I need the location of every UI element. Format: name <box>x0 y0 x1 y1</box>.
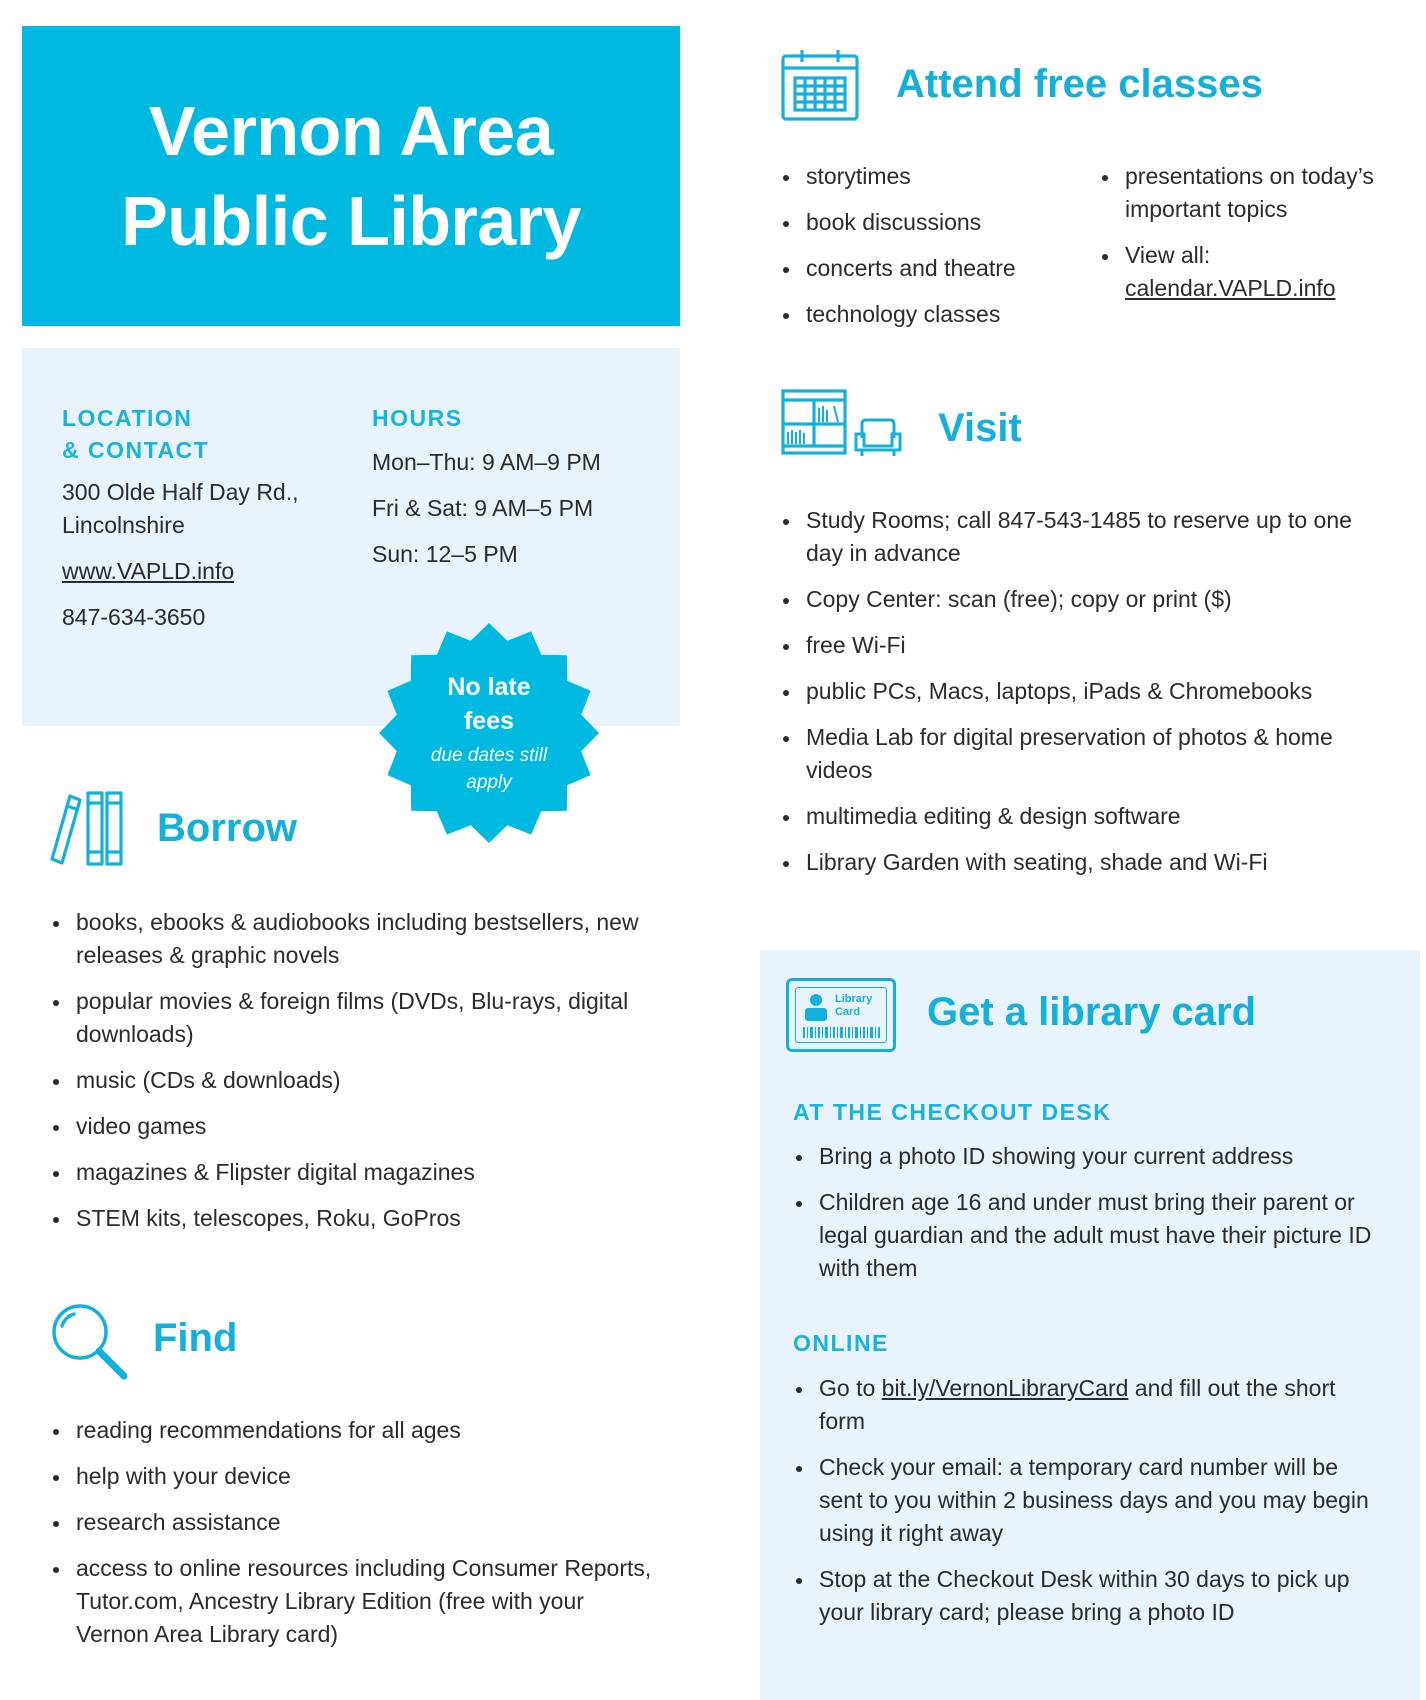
list-item: book discussions <box>780 206 1070 239</box>
list-item: help with your device <box>50 1460 660 1493</box>
list-item: video games <box>50 1110 680 1143</box>
title-line-1: Vernon Area <box>148 92 554 170</box>
classes-list-left <box>780 160 1070 344</box>
person-icon <box>803 993 829 1021</box>
list-item: Bring a photo ID showing your current address <box>793 1140 1383 1173</box>
card-heading: Get a library card <box>927 990 1257 1034</box>
text-span: and fill out the short form <box>819 1375 1336 1434</box>
signup-link[interactable]: bit.ly/VernonLibraryCard <box>881 1375 1129 1401</box>
borrow-heading: Borrow <box>157 806 297 850</box>
address-line-1: 300 Olde Half Day Rd., <box>62 479 299 505</box>
list-item: Library Garden with seating, shade and Wi-Fi <box>780 846 1390 879</box>
view-all-label: View all: <box>1125 242 1211 268</box>
website-link[interactable]: www.VAPLD.info <box>62 558 235 584</box>
list-item: free Wi-Fi <box>780 629 1390 662</box>
hours-line: Sun: 12–5 PM <box>372 541 518 567</box>
list-item: Check your email: a temporary card number will be sent to you within 2 business days and you may begin using it right away <box>793 1451 1383 1550</box>
calendar-icon <box>780 48 860 122</box>
list-item: storytimes <box>780 160 1070 193</box>
title-banner <box>22 26 680 326</box>
list-item: access to online resources including Consumer Reports, Tutor.com, Ancestry Library Edition (free with your Vernon Area Library card) <box>50 1552 660 1651</box>
title-line-2: Public Library <box>121 182 581 260</box>
address-line-2: Lincolnshire <box>62 512 185 538</box>
list-item: books, ebooks & audiobooks including bestsellers, new releases & graphic novels <box>50 906 680 972</box>
contact-label: & CONTACT <box>62 437 210 463</box>
hours-line: Mon–Thu: 9 AM–9 PM <box>372 449 601 475</box>
list-item: Copy Center: scan (free); copy or print ($) <box>780 583 1390 616</box>
classes-list-right <box>1099 160 1379 318</box>
text-span: Go to <box>819 1375 882 1401</box>
visit-heading: Visit <box>938 406 1022 450</box>
calendar-link[interactable]: calendar.VAPLD.info <box>1125 275 1336 301</box>
armchair-icon <box>854 418 902 458</box>
list-item: technology classes <box>780 298 1070 331</box>
online-list <box>793 1372 1383 1642</box>
list-item <box>793 1372 1383 1438</box>
location-label: LOCATION <box>62 405 193 431</box>
list-item: music (CDs & downloads) <box>50 1064 680 1097</box>
books-icon <box>50 790 132 866</box>
badge-main-text: No late fees <box>447 673 531 735</box>
list-item: STEM kits, telescopes, Roku, GoPros <box>50 1202 680 1235</box>
find-list <box>50 1414 660 1664</box>
list-item: research assistance <box>50 1506 660 1539</box>
bookshelf-icon <box>780 388 848 456</box>
list-item: Media Lab for digital preservation of photos & home videos <box>780 721 1390 787</box>
badge-text <box>378 622 600 844</box>
list-item: Study Rooms; call 847-543-1485 to reserve up to one day in advance <box>780 504 1390 570</box>
list-item: Stop at the Checkout Desk within 30 days to pick up your library card; please bring a photo ID <box>793 1563 1383 1629</box>
list-item: Children age 16 and under must bring their parent or legal guardian and the adult must have their picture ID with them <box>793 1186 1383 1285</box>
phone-number: 847-634-3650 <box>62 604 206 630</box>
list-item: presentations on today’s important topics <box>1099 160 1379 226</box>
find-heading: Find <box>153 1316 238 1360</box>
barcode-icon <box>803 1027 881 1038</box>
checkout-desk-label: AT THE CHECKOUT DESK <box>793 1099 1112 1125</box>
list-item <box>1099 239 1379 305</box>
card-icon-text: Library <box>835 993 873 1005</box>
location-contact <box>62 402 362 634</box>
hours <box>372 402 662 571</box>
list-item: popular movies & foreign films (DVDs, Blu-rays, digital downloads) <box>50 985 680 1051</box>
library-card-icon <box>786 978 896 1052</box>
magnifier-icon <box>50 1302 130 1382</box>
list-item: reading recommendations for all ages <box>50 1414 660 1447</box>
online-label: ONLINE <box>793 1330 889 1356</box>
list-item: multimedia editing & design software <box>780 800 1390 833</box>
list-item: public PCs, Macs, laptops, iPads & Chromebooks <box>780 675 1390 708</box>
classes-heading: Attend free classes <box>896 62 1263 106</box>
checkout-desk-list <box>793 1140 1383 1298</box>
borrow-list <box>50 906 680 1248</box>
hours-label: HOURS <box>372 405 463 431</box>
visit-list <box>780 504 1390 892</box>
hours-line: Fri & Sat: 9 AM–5 PM <box>372 495 594 521</box>
list-item: concerts and theatre <box>780 252 1070 285</box>
card-icon-text: Card <box>835 1006 861 1018</box>
list-item: magazines & Flipster digital magazines <box>50 1156 680 1189</box>
badge-sub-text: due dates still apply <box>430 745 548 793</box>
